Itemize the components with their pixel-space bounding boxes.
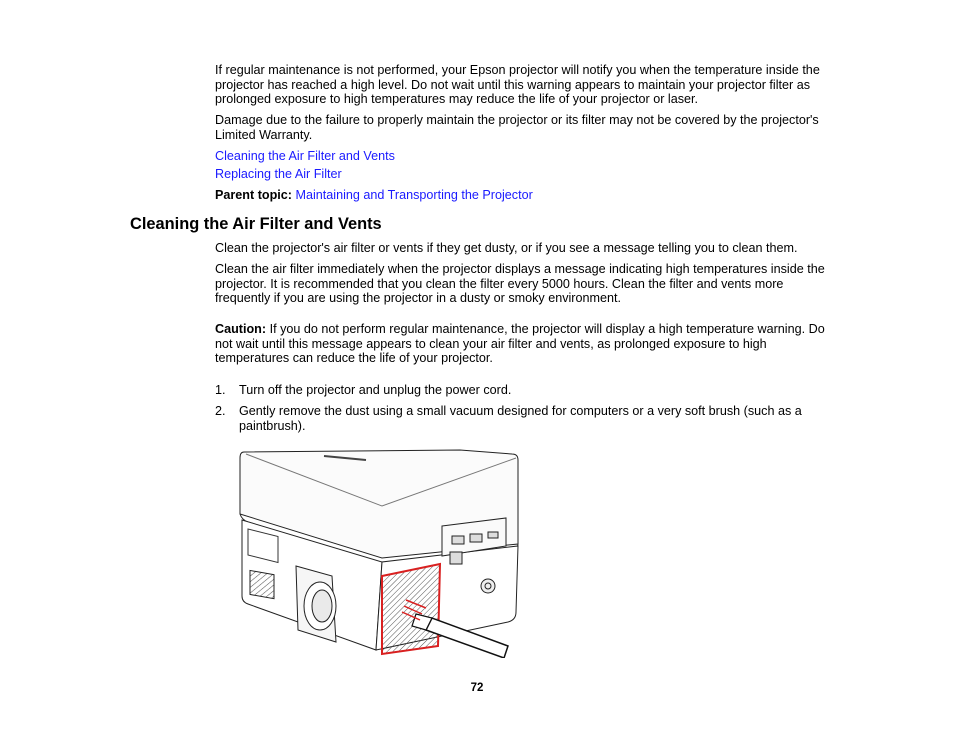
link-cleaning-air-filter[interactable]: Cleaning the Air Filter and Vents — [215, 149, 395, 163]
parent-topic — [215, 188, 825, 203]
link-row-cleaning — [215, 149, 825, 164]
section-paragraph-1: Clean the projector's air filter or vents if they get dusty, or if you see a message telling you to clean them. — [215, 241, 798, 255]
link-row-replacing — [215, 167, 825, 182]
intro-paragraph-2: Damage due to the failure to properly maintain the projector or its filter may not be covered by the projector's Limited Warranty. — [215, 113, 819, 142]
step-1-text: Turn off the projector and unplug the power cord. — [239, 383, 512, 397]
link-parent-topic[interactable]: Maintaining and Transporting the Projector — [295, 188, 533, 202]
caution-text: If you do not perform regular maintenance, the projector will display a high temperature warning. Do not wait until this message appears to clean your air filter and vents, as prolonged exposure to high temperatures can reduce the life of your projector. — [215, 322, 825, 366]
step-2-number: 2. — [215, 404, 226, 418]
intro-paragraph-1: If regular maintenance is not performed, your Epson projector will notify you when the temperature inside the projector has reached a high level. Do not wait until this warning appears to maintain your projector filter as prolonged exposure to high temperatures may reduce the life of your projector or laser. — [215, 63, 820, 107]
parent-topic-label: Parent topic: — [215, 188, 292, 202]
caution-note — [215, 322, 825, 366]
section-paragraph-2: Clean the air filter immediately when the projector displays a message indicating high temperatures inside the projector. It is recommended that you clean the filter every 5000 hours. Clean the filter and vents more frequently if you are using the projector in a dusty or smoky environment. — [215, 262, 825, 306]
projector-illustration — [236, 446, 526, 658]
link-replacing-air-filter[interactable]: Replacing the Air Filter — [215, 167, 342, 181]
step-2-text: Gently remove the dust using a small vacuum designed for computers or a very soft brush (such as a paintbrush). — [239, 404, 802, 433]
caution-label: Caution: — [215, 322, 267, 336]
step-1-number: 1. — [215, 383, 226, 397]
projector-drawing — [236, 446, 526, 658]
section-heading: Cleaning the Air Filter and Vents — [130, 215, 382, 233]
page-number: 72 — [470, 682, 484, 694]
